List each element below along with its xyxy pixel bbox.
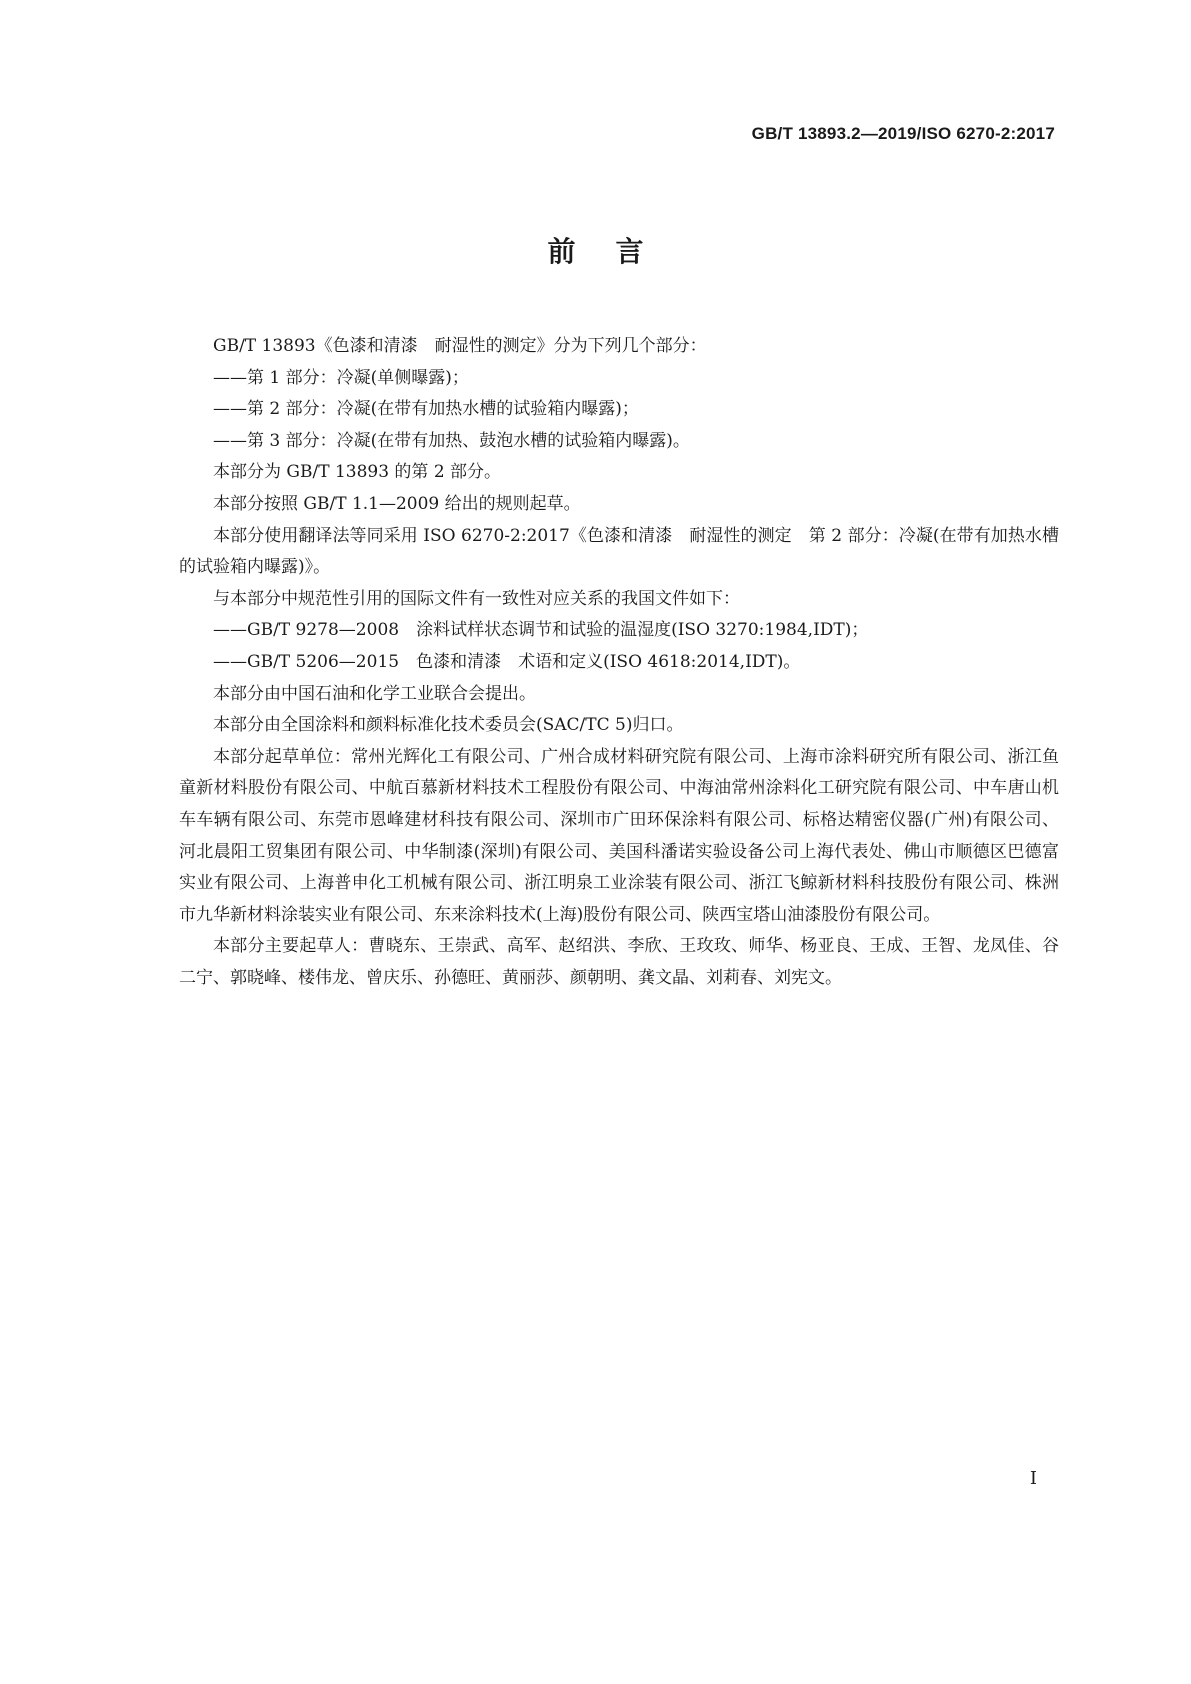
list-item-part-1: ——第 1 部分：冷凝(单侧曝露)；: [213, 367, 469, 388]
foreword-body: [179, 331, 1059, 994]
paragraph-references-intro: 与本部分中规范性引用的国际文件有一致性对应关系的我国文件如下：: [213, 588, 740, 609]
page-number: I: [1029, 1468, 1037, 1489]
paragraph-committee: 本部分由全国涂料和颜料标准化技术委员会(SAC/TC 5)归口。: [213, 715, 684, 736]
list-item-reference-2: ——GB/T 5206—2015 色漆和清漆 术语和定义(ISO 4618:2014,IDT)。: [213, 651, 801, 672]
list-item-part-3: ——第 3 部分：冷凝(在带有加热、鼓泡水槽的试验箱内曝露)。: [213, 430, 690, 451]
paragraph-series-intro: GB/T 13893《色漆和清漆 耐湿性的测定》分为下列几个部分：: [213, 336, 707, 356]
list-item-reference-1: ——GB/T 9278—2008 涂料试样状态调节和试验的温湿度(ISO 3270:1984,IDT)；: [213, 620, 869, 641]
paragraph-part-number: 本部分为 GB/T 13893 的第 2 部分。: [213, 462, 502, 483]
paragraph-drafting-rules: 本部分按照 GB/T 1.1—2009 给出的规则起草。: [213, 493, 581, 514]
page-title: 前言: [547, 235, 684, 268]
paragraph-drafting-units: 本部分起草单位：常州光辉化工有限公司、广州合成材料研究院有限公司、上海市涂料研究所有限公司、浙江鱼童新材料股份有限公司、中航百慕新材料技术工程股份有限公司、中海油常州涂料化工研究院有限公司、中车唐山机车车辆有限公司、东莞市恩峰建材科技有限公司、深圳市广田环保涂料有限公司、标格达精密仪器(广州)有限公司、河北晨阳工贸集团有限公司、中华制漆(深圳)有限公司、美国科潘诺实验设备公司上海代表处、佛山市顺德区巴德富实业有限公司、上海普申化工机械有限公司、浙江明泉工业涂装有限公司、浙江飞鲸新材料科技股份有限公司、株洲市九华新材料涂装实业有限公司、东来涂料技术(上海)股份有限公司、陕西宝塔山油漆股份有限公司。: [179, 746, 1059, 925]
document-code: GB/T 13893.2—2019/ISO 6270-2:2017: [751, 124, 1055, 143]
paragraph-drafters: 本部分主要起草人：曹晓东、王崇武、高军、赵绍洪、李欣、王玫玫、师华、杨亚良、王成、王智、龙凤佳、谷二宁、郭晓峰、楼伟龙、曾庆乐、孙德旺、黄丽莎、颜朝明、龚文晶、刘莉春、刘宪文。: [179, 936, 1059, 988]
paragraph-adoption: 本部分使用翻译法等同采用 ISO 6270-2:2017《色漆和清漆 耐湿性的测定 第 2 部分：冷凝(在带有加热水槽的试验箱内曝露)》。: [179, 525, 1059, 578]
paragraph-proposer: 本部分由中国石油和化学工业联合会提出。: [213, 683, 536, 704]
list-item-part-2: ——第 2 部分：冷凝(在带有加热水槽的试验箱内曝露)；: [213, 399, 639, 420]
